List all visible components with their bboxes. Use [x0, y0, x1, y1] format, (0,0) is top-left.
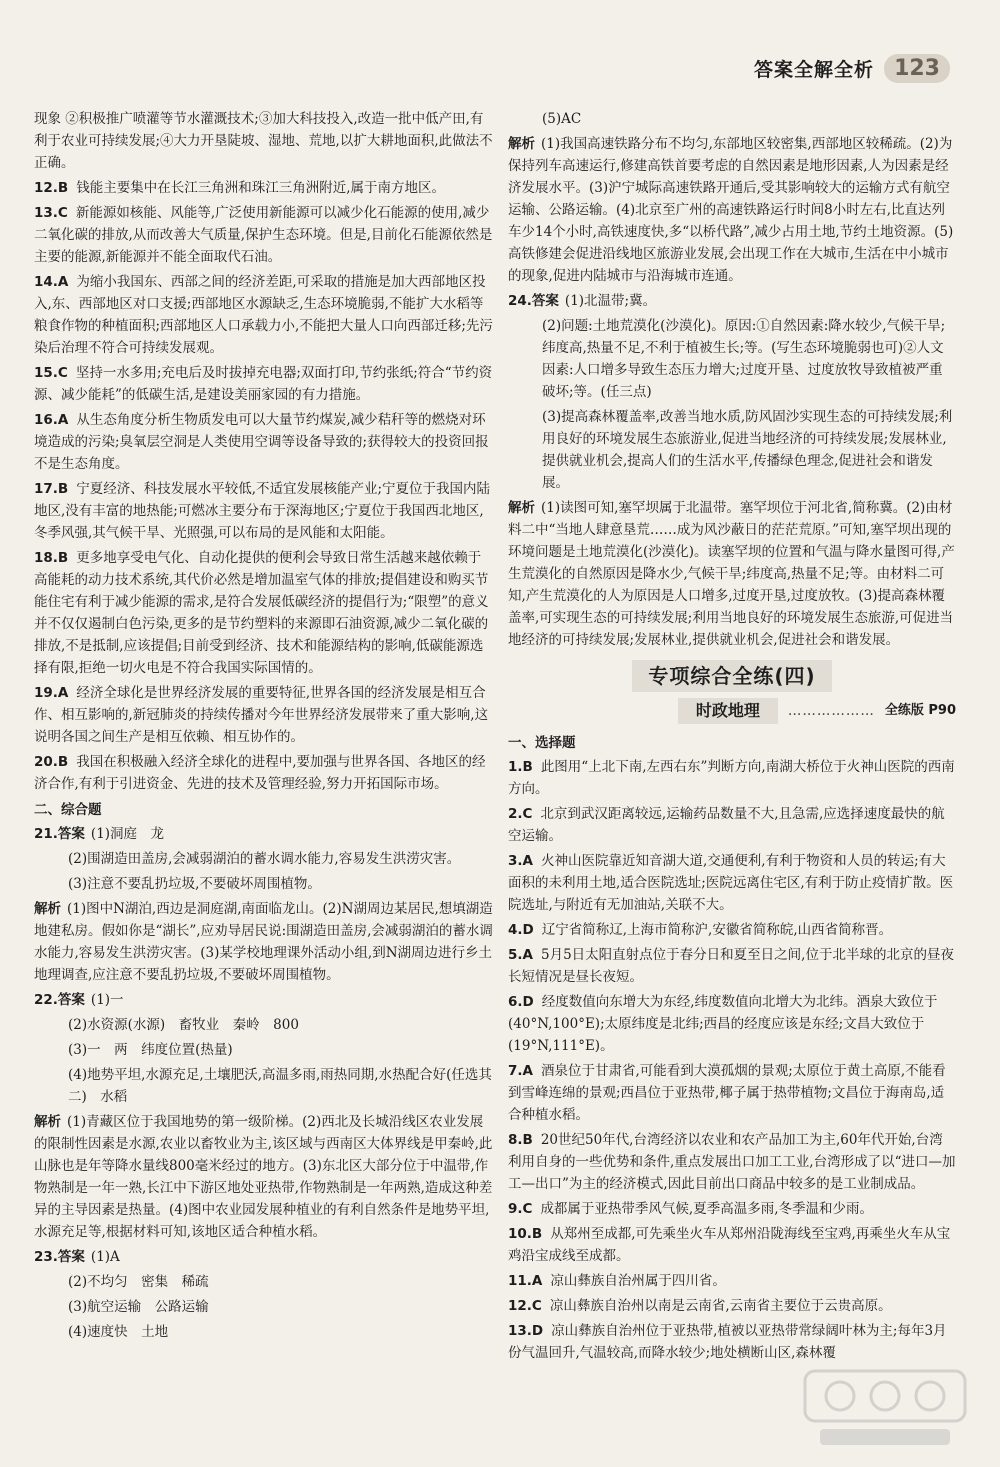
answer-item [34, 751, 494, 795]
answer-text: (1)A [90, 1249, 120, 1265]
answer-text: 经济全球化是世界经济发展的重要特征,世界各国的经济发展是相互合作、相互影响的,新冠肺炎的持续传播对今年世界经济发展带来了重大影响,这说明各国之间生产是相互依赖、相互协作的。 [34, 685, 489, 745]
answer-number: 11.A [508, 1273, 543, 1289]
answer-item [508, 803, 956, 847]
answer-item [508, 290, 956, 312]
answer-text: (1)图中N湖泊,西边是洞庭湖,南面临龙山。(2)N湖周边某居民,想填湖造地建私房。假如你是“湖长”,应劝导居民说:围湖造田盖房,会减弱湖泊的蓄水调水能力,容易发生洪涝灾害。(3)某学校地理课外活动小组,到N湖周边进行乡土地理调查,应注意不要乱扔垃圾,不要破坏周围植物。 [34, 901, 493, 983]
left-answer-list [34, 108, 494, 795]
answer-item [34, 202, 494, 268]
answer-number: 23.答案 [34, 1249, 85, 1265]
answer-text: 更多地享受电气化、自动化提供的便利会导致日常生活越来越依赖于高能耗的动力技术系统,其代价必然是增加温室气体的排放;提倡建设和购买节能住宅有利于减少能源的需求,是符合发展低碳经济的提倡行为;“限塑”的意义并不仅仅遏制白色污染,更多的是节约塑料的来源即石油资源,减少二氧化碳的排放,不是抵制,应该提倡;目前受到经济、技术和能源结构的影响,低碳能源选择有限,拒绝一切火电是不符合我国实际国情的。 [34, 550, 489, 676]
answer-text: (1)洞庭 龙 [90, 826, 165, 842]
answer-item [508, 850, 956, 916]
answer-text: 5月5日太阳直射点位于春分日和夏至日之间,位于北半球的北京的昼夜长短情况是昼长夜短。 [508, 947, 954, 985]
answer-number: 18.B [34, 550, 69, 566]
answer-item [34, 108, 494, 174]
answer-item [34, 1321, 494, 1343]
answer-text: 现象 ②积极推广喷灌等节水灌溉技术;③加大科技投入,改造一批中低产田,有利于农业可持续发展;④大力开垦陡坡、湿地、荒地,以扩大耕地面积,此做法不正确。 [34, 111, 493, 171]
answer-text: (3)航空运输 公路运输 [68, 1299, 209, 1315]
answer-item [508, 1198, 956, 1220]
special-subtitle: 时政地理 [678, 698, 778, 724]
answer-number: 19.A [34, 685, 69, 701]
answer-item [34, 1064, 494, 1108]
answer-number: 5.A [508, 947, 533, 963]
answer-number: 解析 [508, 500, 535, 516]
answer-number: 解析 [34, 901, 61, 917]
answer-text: 凉山彝族自治州属于四川省。 [550, 1273, 726, 1289]
answer-item [508, 1060, 956, 1126]
answer-item [508, 1295, 956, 1317]
answer-number: 4.D [508, 922, 534, 938]
answer-text: (3)注意不要乱扔垃圾,不要破坏周围植物。 [68, 876, 321, 892]
answer-text: (4)地势平坦,水源充足,土壤肥沃,高温多雨,雨热同期,水热配合好(任选其二) 水稻 [68, 1067, 492, 1105]
answer-text: 20世纪50年代,台湾经济以农业和农产品加工为主,60年代开始,台湾利用自身的一些优势和条件,重点发展出口加工工业,台湾形成了以“进口—加工—出口”为主的经济模式,因此目前出口商品中较多的是工业制成品。 [508, 1132, 956, 1192]
answer-text: (2)水资源(水源) 畜牧业 秦岭 800 [68, 1017, 299, 1033]
answer-number: 15.C [34, 365, 68, 381]
answer-number: 1.B [508, 759, 533, 775]
answer-item [34, 682, 494, 748]
answer-text: (2)围湖造田盖房,会减弱湖泊的蓄水调水能力,容易发生洪涝灾害。 [68, 851, 461, 867]
answer-item [34, 478, 494, 544]
answer-item [508, 497, 956, 651]
answer-text: 钱能主要集中在长江三角洲和珠江三角洲附近,属于南方地区。 [76, 180, 446, 196]
answer-item [508, 315, 956, 403]
answer-text: (1)我国高速铁路分布不均匀,东部地区较密集,西部地区较稀疏。(2)为保持列车高速运行,修建高铁首要考虑的自然因素是地形因素,人为因素是经济发展水平。(3)沪宁城际高速铁路开通后,受其影响较大的运输方式有航空运输、公路运输。(4)北京至广州的高速铁路运行时间8小时左右,比直达列车少14个小时,高铁速度快,多“以桥代路”,减少占用土地,节约土地资源。(5)高铁修建会促进沿线地区旅游业发展,会出现工作在大城市,生活在中小城市的现象,促进内陆城市与沿海城市连通。 [508, 136, 954, 284]
answer-item [34, 1271, 494, 1293]
page-number: 123 [884, 54, 950, 83]
answer-text: 新能源如核能、风能等,广泛使用新能源可以减少化石能源的使用,减少二氧化碳的排放,从而改善大气质量,保护生态环境。但是,目前化石能源依然是主要的能源,新能源并不能全面取代石油。 [34, 205, 493, 265]
answer-item [508, 108, 956, 130]
answer-item [34, 1111, 494, 1243]
answer-number: 13.C [34, 205, 68, 221]
answer-item [508, 1270, 956, 1292]
answer-text: 酒泉位于甘肃省,可能看到大漠孤烟的景观;太原位于黄土高原,不能看到雪峰连绵的景观;西昌位于亚热带,椰子属于热带植物;文昌位于海南岛,适合种植水稻。 [508, 1063, 946, 1123]
answer-text: (5)AC [542, 111, 582, 127]
answer-item [34, 1296, 494, 1318]
answer-number: 13.D [508, 1323, 544, 1339]
right-column [508, 108, 956, 1367]
answer-number: 解析 [34, 1114, 61, 1130]
answer-item [508, 944, 956, 988]
answer-item [34, 177, 494, 199]
answer-item [34, 898, 494, 986]
answer-number: 2.C [508, 806, 533, 822]
answer-text: 辽宁省简称辽,上海市简称沪,安徽省简称皖,山西省简称晋。 [541, 922, 893, 938]
section-heading-comprehensive: 二、综合题 [34, 802, 102, 818]
answer-number: 17.B [34, 481, 69, 497]
answer-item [508, 1223, 956, 1267]
choice-answer-list [508, 756, 956, 1364]
answer-text: 北京到武汉距离较远,运输药品数量不大,且急需,应选择速度最快的航空运输。 [508, 806, 945, 844]
answer-text: (2)问题:土地荒漠化(沙漠化)。原因:①自然因素:降水较少,气候干旱;纬度高,热量不足,不利于植被生长;等。(写生态环境脆弱也可)②人文因素:人口增多导致生态压力增大;过度开垦、过度放牧导致植被严重破坏;等。(任三点) [542, 318, 946, 400]
answer-number: 12.C [508, 1298, 542, 1314]
answer-item [508, 1320, 956, 1364]
answer-text: 为缩小我国东、西部之间的经济差距,可采取的措施是加大西部地区投入,东、西部地区对口支援;西部地区水源缺乏,生态环境脆弱,不能扩大水稻等粮食作物的种植面积;西部地区人口承载力小,不能把大量人口向西部迁移;先污染后治理不符合可持续发展观。 [34, 274, 493, 356]
answer-item [34, 362, 494, 406]
answer-item [508, 1129, 956, 1195]
answer-item [508, 406, 956, 494]
answer-text: 成都属于亚热带季风气候,夏季高温多雨,冬季温和少雨。 [540, 1201, 874, 1217]
answer-item [34, 1246, 494, 1268]
answer-item [34, 848, 494, 870]
answer-text: (1)一 [90, 992, 124, 1008]
left-column [34, 108, 494, 1346]
answer-item [34, 1039, 494, 1061]
answer-text: 凉山彝族自治州以南是云南省,云南省主要位于云贵高原。 [549, 1298, 892, 1314]
answer-text: (1)读图可知,塞罕坝属于北温带。塞罕坝位于河北省,简称冀。(2)由材料二中“当地人肆意垦荒……成为风沙蔽日的茫茫荒原。”可知,塞罕坝出现的环境问题是土地荒漠化(沙漠化)。读塞罕坝的位置和气温与降水量图可得,产生荒漠化的自然原因是降水少,气候干旱;纬度高,热量不足;等。由材料二可知,产生荒漠化的人为原因是人口增多,过度开垦,过度放牧。(3)提高森林覆盖率,可实现生态的可持续发展;利用当地良好的环境发展生态旅游,可促进当地经济的可持续发展;发展林业,提供就业机会,促进社会和谐发展。 [508, 500, 955, 648]
answer-number: 8.B [508, 1132, 533, 1148]
answer-item [34, 1014, 494, 1036]
answer-number: 3.A [508, 853, 533, 869]
answer-item [34, 989, 494, 1011]
answer-text: (2)不均匀 密集 稀疏 [68, 1274, 209, 1290]
answer-text: (1)北温带;冀。 [564, 293, 657, 309]
leader-dots: ……………… [787, 703, 875, 719]
answer-text: 宁夏经济、科技发展水平较低,不适宜发展核能产业;宁夏位于我国内陆地区,没有丰富的地热能;可燃冰主要分布于深海地区;宁夏位于我国西北地区,冬季风强,其气候干旱、光照强,可以布局的是风能和太阳能。 [34, 481, 491, 541]
answer-number: 解析 [508, 136, 535, 152]
page-header [754, 54, 950, 83]
answer-number: 6.D [508, 994, 534, 1010]
header-title: 答案全解全析 [754, 59, 875, 81]
answer-text: (3)提高森林覆盖率,改善当地水质,防风固沙实现生态的可持续发展;利用良好的环境发展生态旅游业,促进当地经济的可持续发展;发展林业,提供就业机会,提高人们的生活水平,传播绿色理念,促进社会和谐发展。 [542, 409, 953, 491]
answer-item [34, 823, 494, 845]
answer-item [508, 991, 956, 1057]
answer-text: (4)速度快 土地 [68, 1324, 169, 1340]
answer-text: 我国在积极融入经济全球化的进程中,要加强与世界各国、各地区的经济合作,有利于引进资金、先进的技术及管理经验,努力开拓国际市场。 [34, 754, 486, 792]
answer-text: 凉山彝族自治州位于亚热带,植被以亚热带常绿阔叶林为主;每年3月份气温回升,气温较高,而降水较少;地处横断山区,森林覆 [508, 1323, 947, 1361]
answer-number: 24.答案 [508, 293, 559, 309]
answer-number: 10.B [508, 1226, 543, 1242]
special-subtitle-row [508, 698, 956, 724]
answer-item [508, 133, 956, 287]
answer-number: 20.B [34, 754, 69, 770]
answer-text: 经度数值向东增大为东经,纬度数值向北增大为北纬。酒泉大致位于(40°N,100°E);太原纬度是北纬;西昌的经度应该是东经;文昌大致位于(19°N,111°E)。 [508, 994, 938, 1054]
special-title-box [508, 665, 956, 690]
watermark-logo [800, 1363, 970, 1453]
comprehensive-answer-list [34, 823, 494, 1343]
answer-number: 14.A [34, 274, 69, 290]
answer-item [34, 873, 494, 895]
answer-item [508, 919, 956, 941]
answer-text: 此图用“上北下南,左西右东”判断方向,南湖大桥位于火神山医院的西南方向。 [508, 759, 955, 797]
answer-number: 7.A [508, 1063, 533, 1079]
answer-number: 16.A [34, 412, 69, 428]
answer-number: 9.C [508, 1201, 533, 1217]
answer-item [508, 756, 956, 800]
answer-item [34, 547, 494, 679]
answer-item [34, 271, 494, 359]
answer-text: (3)一 两 纬度位置(热量) [68, 1042, 233, 1058]
answer-number: 21.答案 [34, 826, 85, 842]
answer-text: 从生态角度分析生物质发电可以大量节约煤炭,减少秸秆等的燃烧对环境造成的污染;臭氧层空洞是人类使用空调等设备导致的;获得较大的投资回报不是生态角度。 [34, 412, 489, 472]
answer-item [34, 409, 494, 475]
answer-text: 从郑州至成都,可先乘坐火车从郑州沿陇海线至宝鸡,再乘坐火车从宝鸡沿宝成线至成都。 [508, 1226, 951, 1264]
section-heading-choice: 一、选择题 [508, 735, 576, 751]
answer-number: 22.答案 [34, 992, 85, 1008]
answer-text: 坚持一水多用;充电后及时拔掉充电器;双面打印,节约张纸;符合“节约资源、减少能耗”的低碳生活,是建设美丽家园的有力措施。 [34, 365, 493, 403]
page-reference: 全练版 P90 [884, 703, 956, 718]
right-answer-list [508, 108, 956, 651]
answer-number: 12.B [34, 180, 69, 196]
answer-text: 火神山医院靠近知音湖大道,交通便利,有利于物资和人员的转运;有大面积的未利用土地,适合医院选址;医院远离住宅区,有利于防止疫情扩散。医院选址,与附近有无加油站,关联不大。 [508, 853, 954, 913]
answer-text: (1)青藏区位于我国地势的第一级阶梯。(2)西北及长城沿线区农业发展的限制性因素是水源,农业以畜牧业为主,该区域与西南区大体界线是甲秦岭,此山脉也是年等降水量线800毫米经过的地方。(3)东北区大部分位于中温带,作物熟制是一年一熟,长江中下游区地处亚热带,作物熟制是一年两熟,造成这种差异的主导因素是热量。(4)图中农业园发展种植业的有利自然条件是地势平坦,水源充足等,根据材料可知,该地区适合种植水稻。 [34, 1114, 493, 1240]
special-title: 专项综合全练(四) [632, 660, 831, 692]
